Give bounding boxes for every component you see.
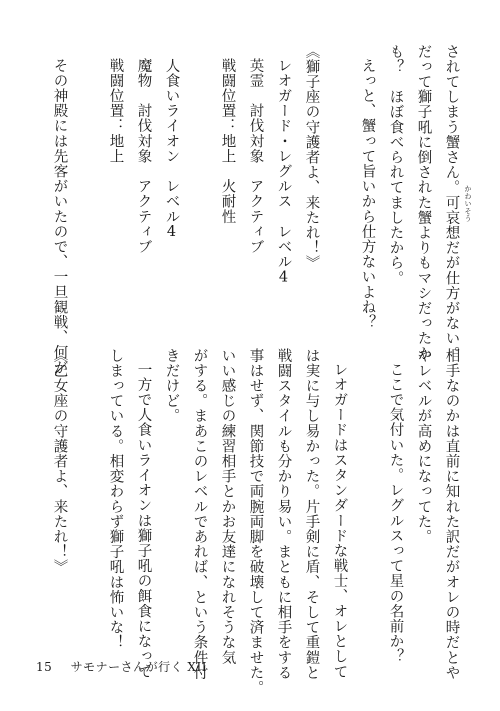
text-column: 事はせず、関節技で両腕両脚を破壊して済ませた。	[247, 348, 264, 696]
book-title: サモナーさんが行く XII	[70, 660, 207, 674]
text-column: 戦闘位置：地上 火耐性	[219, 58, 236, 225]
text-column: だって獅子吼に倒された蟹よりもマシだったか	[415, 44, 432, 362]
text-column: 《獅子座の守護者よ、来たれ！》	[303, 44, 320, 271]
text-column: 相手なのかは直前に知れた訳だがオレの時だとや	[443, 348, 460, 681]
text-column: 魔物 討伐対象 アクティブ	[135, 58, 152, 255]
text-column: 一方で人食いライオンは獅子吼の餌食になって	[135, 362, 152, 680]
text-column: 《乙女座の守護者よ、来たれ！》	[51, 348, 68, 575]
text-column: きだけど。	[163, 348, 180, 424]
text-column: えっと、蟹って旨いから仕方ないよね？	[359, 58, 376, 330]
text-column: も？ ほぼ食べられてましたから。	[387, 44, 404, 286]
ruby-annotation: かわいそう	[464, 185, 472, 223]
text-column: その神殿には先客がいたので、一旦観戦、何が	[51, 58, 68, 376]
page-footer	[36, 658, 207, 675]
text-column: がする。まあこのレベルであれば、という条件付	[191, 348, 208, 681]
text-column: は実に与し易かった。片手剣に盾、そして重鎧と	[303, 348, 320, 681]
page-number: 15	[36, 660, 53, 674]
text-column: ここで気付いた。レグルスって星の名前か？	[387, 362, 404, 664]
text-column: 英霊 討伐対象 アクティブ	[247, 58, 264, 255]
text-column: レオガードはスタンダードな戦士、オレとして	[331, 362, 348, 680]
text-column: 人食いライオン レベル4	[163, 58, 180, 241]
text-column: いい感じの練習相手とかお友達になれそうな気	[219, 348, 236, 666]
text-column: 戦闘位置：地上	[107, 58, 124, 164]
text-column: されてしまう蟹さん。可哀想だが仕方がない。	[443, 44, 460, 362]
text-column: やレベルが高めになってた。	[415, 348, 432, 545]
text-column: レオガード・レグルス レベル4	[275, 58, 292, 286]
text-column: 戦闘スタイルも分かり易い。まともに相手をする	[275, 348, 292, 681]
text-column: しまっている。相変わらず獅子吼は怖いな！	[107, 348, 124, 650]
